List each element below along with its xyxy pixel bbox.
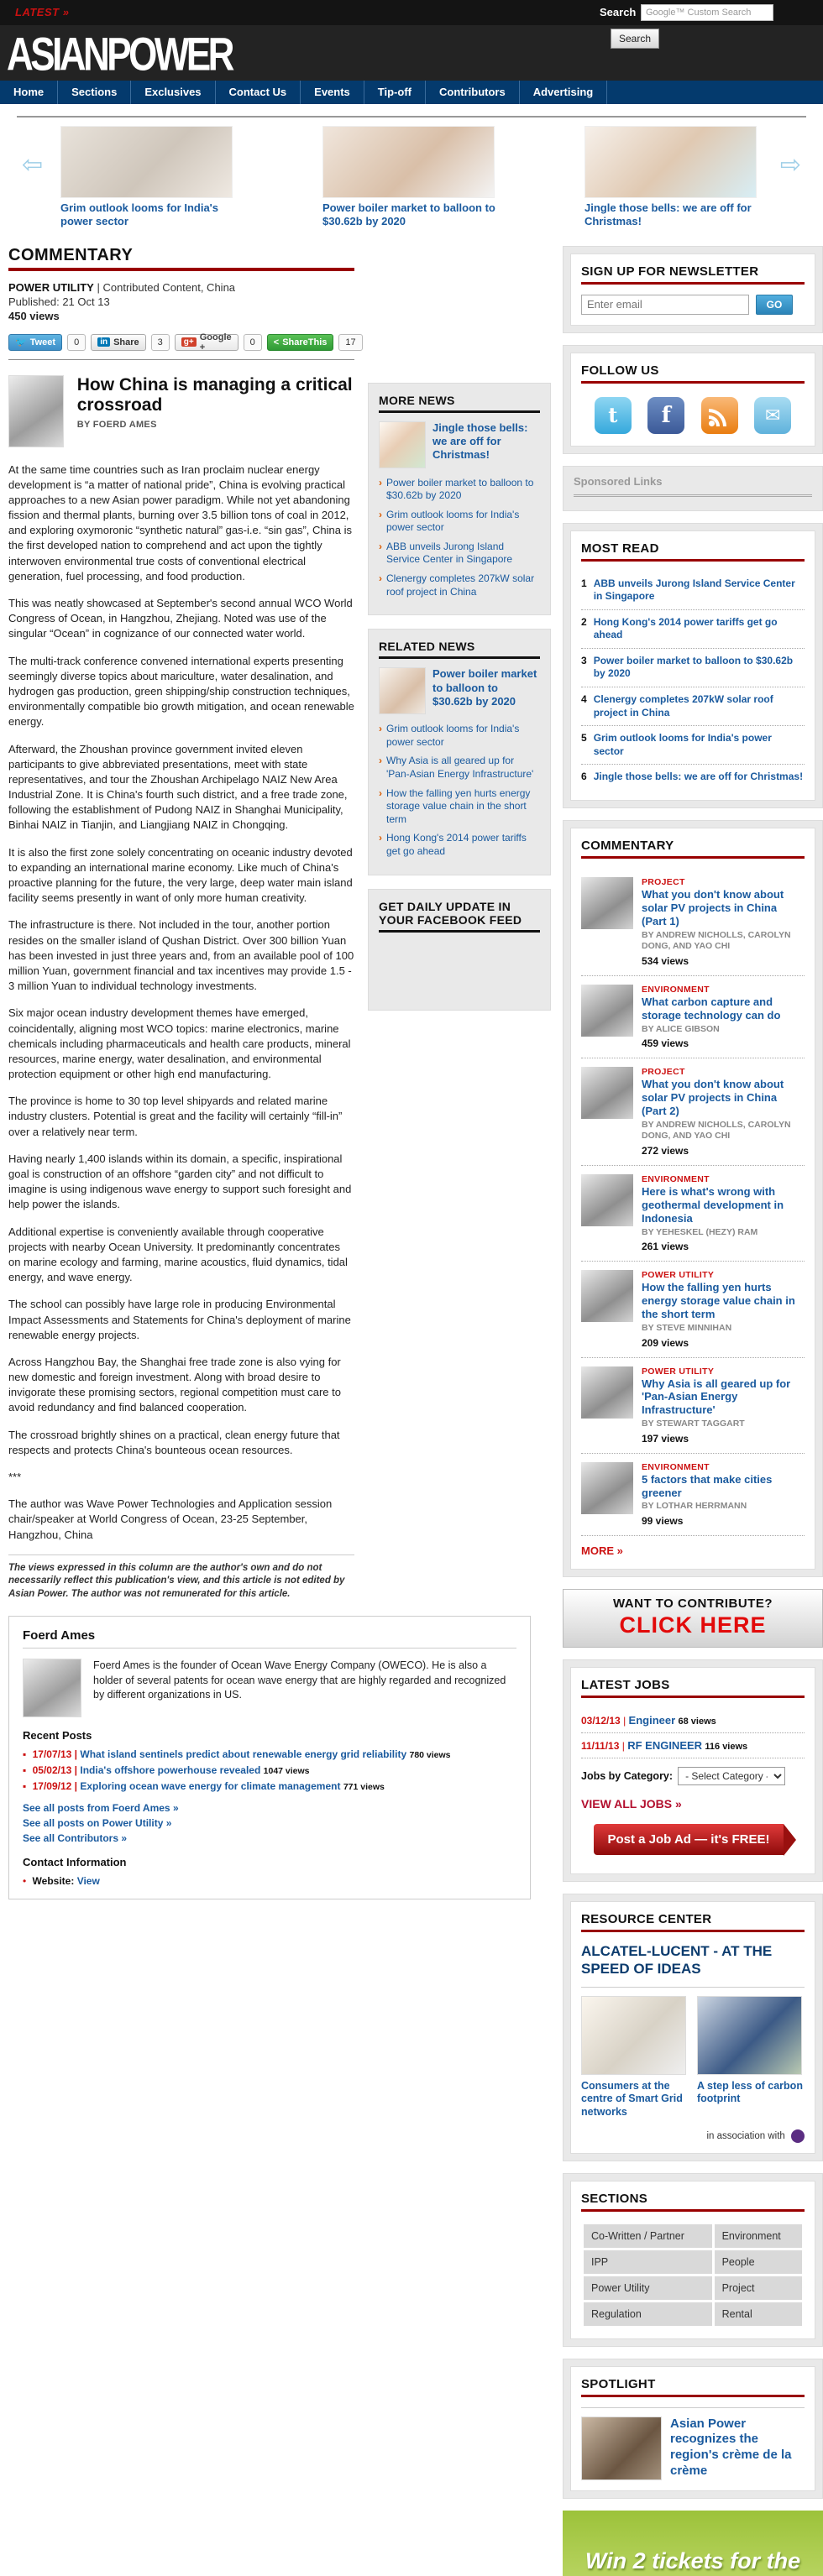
resource-center-box bbox=[563, 1894, 823, 2161]
googleplus-icon: g+ bbox=[181, 337, 197, 347]
sponsored-links-title: Sponsored Links bbox=[574, 475, 812, 497]
category-label[interactable]: ENVIRONMENT bbox=[642, 984, 710, 995]
linkedin-count: 3 bbox=[151, 334, 170, 351]
category-label[interactable]: PROJECT bbox=[642, 877, 685, 888]
featured-headline[interactable]: Power boiler market to balloon to $30.62b by 2020 bbox=[432, 667, 537, 708]
contributor-photo bbox=[581, 1462, 633, 1514]
paragraph: The author was Wave Power Technologies and Application session chair/speaker at World Congress of Ocean, 23-25 September, Hangzhou, China bbox=[8, 1497, 333, 1541]
commentary-item bbox=[581, 976, 805, 1058]
carousel-prev-icon[interactable]: ⇦ bbox=[22, 151, 44, 179]
rss-icon[interactable] bbox=[701, 397, 738, 434]
commentary-link[interactable]: 5 factors that make cities greener bbox=[642, 1472, 773, 1499]
page-title: COMMENTARY bbox=[8, 246, 354, 271]
paragraph: Afterward, the Zhoushan province government invited eleven participants to give abbreviated presentations, meet with state representatives, and tour the Zhoushan Archipelago NAIZ New Area Industrial Zone. It is China's fourth such district, and a free trade zone, following the establishment of Pudong NAIZ in Shanghai Municipality, Binhai NAIZ in Tianjin, and Liangjiang NAIZ in Chongqing. bbox=[8, 742, 348, 832]
paragraph: The school can possibly have large role in producing Environmental Impact Assessments and Statements for China's deployment of marine renewable energy projects. bbox=[8, 1298, 351, 1341]
more-news-featured[interactable] bbox=[379, 421, 540, 468]
googleplus-button[interactable] bbox=[175, 334, 239, 351]
article bbox=[8, 246, 354, 1602]
paragraph: Having nearly 1,400 islands within its domain, a specific, inspirational goal is construction of an offshore “garden city” and not difficult to imagine is using indigenous wave energy to support such foresight and help power the islands. bbox=[8, 1152, 352, 1211]
jobs-by-category-label: Jobs by Category: bbox=[581, 1770, 674, 1783]
section-link[interactable]: Rental bbox=[715, 2302, 802, 2326]
most-read-title: MOST READ bbox=[581, 541, 805, 562]
carousel-caption[interactable]: Jingle those bells: we are off for Christmas! bbox=[584, 201, 752, 228]
contributor-photo bbox=[581, 985, 633, 1037]
linkedin-label: Share bbox=[113, 337, 139, 347]
spotlight-title: SPOTLIGHT bbox=[581, 2377, 805, 2397]
carousel-caption[interactable]: Power boiler market to balloon to $30.62b by 2020 bbox=[322, 201, 495, 228]
byline: BY ANDREW NICHOLLS, CAROLYN DONG, AND YAO CHI bbox=[642, 1119, 791, 1142]
spotlight-box bbox=[563, 2359, 823, 2499]
chevron-icon: › bbox=[379, 832, 382, 844]
post-link[interactable]: What island sentinels predict about renewable energy grid reliability bbox=[80, 1748, 407, 1761]
contributor-photo bbox=[581, 1270, 633, 1322]
most-read-item[interactable]: 1 ABB unveils Jurong Island Service Center in Singapore bbox=[581, 572, 805, 610]
email-field[interactable] bbox=[581, 295, 749, 315]
site-logo[interactable]: ASIANPOWER bbox=[7, 28, 232, 81]
chevron-icon: › bbox=[379, 723, 382, 735]
commentary-item bbox=[581, 1454, 805, 1536]
resource-thumbnail bbox=[697, 1996, 802, 2075]
recent-post: ▪ 17/09/12 | Exploring ocean wave energy for climate management 771 views bbox=[23, 1780, 385, 1793]
recent-post: ▪ 05/02/13 | India's offshore powerhouse revealed 1047 views bbox=[23, 1764, 310, 1777]
nav-item-tip-off[interactable]: Tip-off bbox=[364, 81, 426, 104]
most-read-item[interactable]: 5 Grim outlook looms for India's power sector bbox=[581, 726, 805, 765]
news-thumbnail bbox=[379, 421, 426, 468]
related-news-title: RELATED NEWS bbox=[379, 640, 540, 659]
most-read-item[interactable]: 4 Clenergy completes 207kW solar roof project in China bbox=[581, 687, 805, 726]
sections-title: SECTIONS bbox=[581, 2192, 805, 2212]
nav-item-advertising[interactable]: Advertising bbox=[520, 81, 608, 104]
top-bar bbox=[0, 0, 823, 25]
search-input[interactable] bbox=[641, 4, 773, 21]
byline: BY ALICE GIBSON bbox=[642, 1023, 720, 1034]
googleplus-count: 0 bbox=[244, 334, 262, 351]
byline: BY STEVE MINNIHAN bbox=[642, 1322, 732, 1333]
newsletter-box bbox=[563, 246, 823, 333]
most-read-item[interactable]: 3 Power boiler market to balloon to $30.62b by 2020 bbox=[581, 649, 805, 687]
byline: BY ANDREW NICHOLLS, CAROLYN DONG, AND YAO CHI bbox=[642, 929, 791, 952]
twitter-icon[interactable]: t bbox=[595, 397, 632, 434]
linkedin-share-button[interactable] bbox=[91, 334, 145, 351]
chevron-icon: › bbox=[379, 755, 382, 767]
nav-item-contact-us[interactable]: Contact Us bbox=[216, 81, 301, 104]
view-count: 261 views bbox=[642, 1241, 689, 1253]
commentary-item bbox=[581, 1262, 805, 1357]
chevron-icon: › bbox=[379, 476, 382, 489]
contribute-click-here[interactable]: CLICK HERE bbox=[619, 1612, 767, 1638]
recent-posts-title: Recent Posts bbox=[23, 1729, 92, 1743]
contribute-question: WANT TO CONTRIBUTE? bbox=[612, 1596, 773, 1612]
view-count: 534 views bbox=[642, 954, 689, 967]
chevron-icon: › bbox=[379, 786, 382, 799]
email-icon[interactable]: ✉ bbox=[754, 397, 791, 434]
article-byline[interactable]: BY FOERD AMES bbox=[76, 419, 157, 430]
carousel-item[interactable] bbox=[584, 126, 763, 229]
news-link[interactable]: › Why Asia is all geared up for 'Pan-Asian Energy Infrastructure' bbox=[379, 755, 534, 781]
nav-item-sections[interactable]: Sections bbox=[58, 81, 131, 104]
chevron-icon: › bbox=[379, 540, 382, 552]
post-views: 1047 views bbox=[263, 1766, 310, 1777]
see-all-author-posts-link[interactable]: See all posts from Foerd Ames » bbox=[23, 1802, 179, 1815]
promo-banner-text: Win 2 tickets for the bbox=[584, 2547, 801, 2573]
byline: BY YEHESKEL (HEZY) RAM bbox=[642, 1226, 758, 1237]
content bbox=[0, 234, 823, 2576]
post-link[interactable]: Exploring ocean wave energy for climate management bbox=[80, 1780, 341, 1793]
related-news-featured[interactable] bbox=[379, 667, 540, 714]
contact-website: • Website: View bbox=[23, 1875, 100, 1888]
job-item: 03/12/13 | Engineer 68 views bbox=[581, 1708, 805, 1733]
search-button[interactable]: Search bbox=[611, 29, 659, 49]
paragraph: This was neatly showcased at September's second annual WCO World Congress of Ocean, in Hangzhou, Zhejiang. Noted was use of the singular “Ocean” in cognizance of our connected water world. bbox=[8, 597, 353, 640]
post-views: 780 views bbox=[409, 1750, 451, 1761]
masthead bbox=[0, 25, 823, 81]
facebook-icon[interactable]: f bbox=[647, 397, 684, 434]
paragraph: It is also the first zone solely concentrating on oceanic industry devoted to expanding an international marine economy. Like much of China's proactive planning for the future, the very large, deep water main island facility seems presently in want of only more human creativity. bbox=[8, 845, 353, 905]
tweet-label: Tweet bbox=[29, 337, 56, 347]
chevron-icon: › bbox=[379, 572, 382, 585]
commentary-link[interactable]: What carbon capture and storage technology can do bbox=[642, 995, 781, 1022]
carousel-item[interactable] bbox=[322, 126, 501, 229]
more-news-title: MORE NEWS bbox=[379, 394, 540, 413]
sharethis-icon: < bbox=[273, 337, 280, 347]
paragraph: The infrastructure is there. Not included in the tour, another portion resides on the smaller island of Qushan District. Over 300 billion Yuan has been invested in just three years and, from an available pool of 100 million Yuan, government financial and tax incentives may provide 1.5 - 3 million Yuan to individual technology investments. bbox=[8, 918, 354, 993]
featured-headline[interactable]: Jingle those bells: we are off for Christmas! bbox=[432, 421, 528, 461]
paragraph: The multi-track conference convened international experts presenting seemingly diverse topics about mariculture, water desalination, and hydrogen gas production, green shipping/ship construction techniques, environmentally compatible bio growth mitigation, and ocean renewable energy. bbox=[8, 654, 354, 729]
resource-item[interactable]: Consumers at the centre of Smart Grid networks bbox=[581, 1996, 689, 2119]
twitter-bird-icon: 🐦 bbox=[15, 337, 27, 347]
carousel-photo bbox=[584, 126, 757, 198]
article-title: How China is managing a critical crossroad bbox=[76, 374, 353, 415]
category-label[interactable]: POWER UTILITY bbox=[642, 1270, 715, 1281]
nav-item-exclusives[interactable]: Exclusives bbox=[131, 81, 215, 104]
article-category[interactable]: POWER UTILITY bbox=[8, 280, 94, 294]
resource-thumbnail bbox=[581, 1996, 686, 2075]
author-photo bbox=[23, 1659, 81, 1717]
latest-jobs-title: LATEST JOBS bbox=[581, 1678, 805, 1698]
commentary-sidebar-title: COMMENTARY bbox=[581, 839, 805, 859]
recent-post: ▪ 17/07/13 | What island sentinels predict about renewable energy grid reliability 780 views bbox=[23, 1748, 451, 1761]
nav-item-events[interactable]: Events bbox=[301, 81, 364, 104]
byline: BY LOTHAR HERRMANN bbox=[642, 1501, 747, 1512]
sharethis-button[interactable] bbox=[267, 334, 334, 351]
see-all-power-utility-link[interactable]: See all posts on Power Utility » bbox=[23, 1817, 172, 1830]
news-link[interactable]: › How the falling yen hurts energy storage value chain in the short term bbox=[379, 786, 531, 825]
nav-item-home[interactable]: Home bbox=[0, 81, 58, 104]
more-news-box bbox=[368, 383, 551, 616]
paragraph: Six major ocean industry development themes have emerged, coincidentally, aligning most WCO topics: marine electronics, marine chemicals including pharmaceuticals and health care products, mineral resources, marine energy, water desalination, and environmental protection equipment or other high end manufacturing. bbox=[8, 1006, 351, 1081]
resource-center-title: RESOURCE CENTER bbox=[581, 1912, 805, 1932]
commentary-link[interactable]: Here is what's wrong with geothermal development in Indonesia bbox=[642, 1185, 784, 1225]
facebook-feed-box bbox=[368, 889, 551, 1011]
tweet-count: 0 bbox=[67, 334, 86, 351]
news-link[interactable]: › Power boiler market to balloon to $30.62b by 2020 bbox=[379, 476, 534, 502]
job-category-select[interactable] bbox=[678, 1767, 785, 1785]
resource-item[interactable]: A step less of carbon footprint bbox=[697, 1996, 805, 2119]
paragraph: Additional expertise is conveniently available through cooperative projects with nearby Ocean University. It predominantly concentrates on marine ecology and farming, marine acoustics, fluid dynamics, tidal energy, and wave energy. bbox=[8, 1225, 348, 1284]
contact-info-title: Contact Information bbox=[23, 1856, 127, 1869]
author-photo bbox=[8, 375, 64, 447]
rss-dot bbox=[709, 421, 715, 426]
meta-separator: | bbox=[97, 280, 100, 294]
section-link[interactable]: People bbox=[715, 2250, 802, 2274]
more-commentary-link[interactable]: MORE » bbox=[581, 1544, 623, 1558]
latest-jobs-box bbox=[563, 1659, 823, 1882]
contributor-photo bbox=[581, 1174, 633, 1226]
commentary-link[interactable]: What you don't know about solar PV projects in China (Part 1) bbox=[642, 888, 784, 927]
view-count: 209 views bbox=[642, 1336, 689, 1349]
follow-us-box bbox=[563, 345, 823, 454]
section-link[interactable]: Co-Written / Partner bbox=[584, 2224, 712, 2248]
contributor-photo bbox=[581, 1366, 633, 1419]
category-label[interactable]: PROJECT bbox=[642, 1067, 685, 1078]
section-link[interactable]: Project bbox=[715, 2276, 802, 2300]
most-read-item[interactable]: 6 Jingle those bells: we are off for Christmas! bbox=[581, 771, 804, 783]
view-count: 450 views bbox=[8, 309, 60, 322]
chevron-icon: › bbox=[379, 508, 382, 520]
commentary-link[interactable]: Why Asia is all geared up for 'Pan-Asian Energy Infrastructure' bbox=[642, 1377, 791, 1417]
carousel-photo bbox=[60, 126, 233, 198]
paragraph: At the same time countries such as Iran proclaim nuclear energy development is “a matter of national pride”, China is evolving practical approaches to a new Asian power paradigm. While not yet abandoning fission and thermal plants, burning over 3.5 billion tons of coal in 2012, and exploring oxymoronic “synthetic natural” gas-i.e. “sin gas”, China is the first developed nation to comprehend and act upon the tightly interwoven environmental true costs of conventional electrical generation, fuel processing, and food production. bbox=[8, 462, 352, 583]
middle-column bbox=[368, 383, 551, 1602]
post-job-ad-button[interactable]: Post a Job Ad — it's FREE! bbox=[594, 1824, 783, 1855]
news-link[interactable]: › Grim outlook looms for India's power sector bbox=[379, 723, 520, 748]
bullet-icon: ▪ bbox=[23, 1780, 27, 1793]
carousel-photo bbox=[322, 126, 495, 198]
view-count: 459 views bbox=[642, 1037, 689, 1050]
job-item: 11/11/13 | RF ENGINEER 116 views bbox=[581, 1733, 805, 1758]
contributor-photo bbox=[581, 877, 633, 929]
main-column bbox=[8, 246, 551, 2576]
share-bar bbox=[8, 334, 354, 360]
news-link[interactable]: › Grim outlook looms for India's power sector bbox=[379, 508, 520, 534]
newsletter-title: SIGN UP FOR NEWSLETTER bbox=[581, 264, 805, 285]
contribute-banner[interactable] bbox=[563, 1589, 823, 1648]
commentary-link[interactable]: What you don't know about solar PV projects in China (Part 2) bbox=[642, 1078, 784, 1117]
news-link[interactable]: › ABB unveils Jurong Island Service Center in Singapore bbox=[379, 540, 513, 566]
association-label: in association with bbox=[706, 2130, 785, 2141]
commentary-item bbox=[581, 1166, 805, 1262]
news-thumbnail bbox=[379, 667, 426, 714]
sidebar bbox=[563, 246, 823, 2576]
view-count: 197 views bbox=[642, 1432, 689, 1445]
contributor-photo bbox=[581, 1067, 633, 1119]
disclaimer: The views expressed in this column are the author's own and do not necessarily reflect this publication's view, and this article is not edited by Asian Power. The author was not remunerated for this article. bbox=[8, 1554, 354, 1602]
linkedin-icon: in bbox=[97, 337, 110, 347]
carousel-caption[interactable]: Grim outlook looms for India's power sector bbox=[60, 201, 218, 228]
search-label: Search bbox=[600, 6, 637, 18]
googleplus-label: Google + bbox=[199, 332, 232, 353]
view-count: 272 views bbox=[642, 1145, 689, 1157]
latest-link[interactable]: LATEST » bbox=[15, 6, 70, 18]
commentary-item bbox=[581, 1058, 805, 1166]
article-source: Contributed Content, China bbox=[102, 280, 236, 294]
most-read-item[interactable]: 2 Hong Kong's 2014 power tariffs get go ahead bbox=[581, 610, 805, 649]
post-views: 771 views bbox=[343, 1782, 385, 1793]
byline: BY STEWART TAGGART bbox=[642, 1419, 745, 1429]
paragraph: The province is home to 30 top level shipyards and related marine industry clusters. Potential is great and the facility will certainly “fill-in” over a relatively near term. bbox=[8, 1095, 343, 1138]
author-bio: Foerd Ames is the founder of Ocean Wave Energy Company (OWECO). He is also a holder of several patents for ocean wave energy that are highly regarded and recognized by different organizations in US. bbox=[93, 1659, 506, 1701]
sharethis-label: ShareThis bbox=[282, 337, 328, 347]
section-link[interactable]: Regulation bbox=[584, 2302, 712, 2326]
newsletter-go-button[interactable]: GO bbox=[756, 295, 793, 315]
section-link[interactable]: IPP bbox=[584, 2250, 712, 2274]
main-nav bbox=[0, 81, 823, 104]
published-date: Published: 21 Oct 13 bbox=[8, 295, 110, 308]
resource-heading[interactable]: ALCATEL-LUCENT - AT THE SPEED OF IDEAS bbox=[581, 1943, 773, 1978]
post-link[interactable]: India's offshore powerhouse revealed bbox=[80, 1764, 261, 1777]
see-all-contributors-link[interactable]: See all Contributors » bbox=[23, 1832, 128, 1845]
category-label[interactable]: POWER UTILITY bbox=[642, 1366, 715, 1377]
category-label[interactable]: ENVIRONMENT bbox=[642, 1461, 710, 1472]
website-view-link[interactable]: View bbox=[76, 1875, 100, 1888]
paragraph: *** bbox=[8, 1471, 22, 1483]
sharethis-count: 17 bbox=[338, 334, 362, 351]
news-link[interactable]: › Clenergy completes 207kW solar roof project in China bbox=[379, 572, 535, 598]
author-name: Foerd Ames bbox=[23, 1628, 516, 1649]
job-views: 116 views bbox=[705, 1742, 748, 1753]
spotlight-photo bbox=[581, 2417, 662, 2480]
facebook-feed-title: GET DAILY UPDATE IN YOUR FACEBOOK FEED bbox=[379, 900, 540, 933]
facebook-widget[interactable] bbox=[379, 941, 540, 1000]
view-all-jobs-link[interactable]: VIEW ALL JOBS » bbox=[581, 1797, 682, 1811]
spotlight-headline[interactable]: Asian Power recognizes the region's crème de la crème bbox=[670, 2416, 792, 2478]
tweet-button[interactable] bbox=[8, 334, 62, 351]
paragraph: The crossroad brightly shines on a practical, clean energy future that respects and protects China's bounteous ocean resources. bbox=[8, 1428, 340, 1456]
news-link[interactable]: › Hong Kong's 2014 power tariffs get go ahead bbox=[379, 832, 527, 857]
headline-carousel bbox=[17, 116, 806, 234]
job-link[interactable]: Engineer bbox=[628, 1714, 676, 1727]
nav-item-contributors[interactable]: Contributors bbox=[426, 81, 520, 104]
alcatel-lucent-logo-icon bbox=[791, 2129, 805, 2143]
job-views: 68 views bbox=[678, 1716, 716, 1727]
carousel-item[interactable] bbox=[60, 126, 239, 229]
sponsored-links-box bbox=[563, 466, 823, 511]
carousel-next-icon[interactable]: ⇨ bbox=[779, 151, 801, 179]
author-bio-box bbox=[8, 1616, 531, 1899]
related-news-box bbox=[368, 629, 551, 875]
section-link[interactable]: Power Utility bbox=[584, 2276, 712, 2300]
commentary-item bbox=[581, 869, 805, 976]
promo-banner[interactable] bbox=[563, 2511, 823, 2576]
sections-box bbox=[563, 2173, 823, 2347]
paragraph: Across Hangzhou Bay, the Shanghai free trade zone is also vying for new domestic and foreign investment. Along with broad desire to invigorate these promising sectors, regional competition must care to avoid redundancy and find balanced cooperation. bbox=[8, 1355, 341, 1414]
commentary-sidebar-box bbox=[563, 820, 823, 1577]
bullet-icon: ▪ bbox=[23, 1764, 27, 1777]
most-read-box bbox=[563, 523, 823, 809]
commentary-item bbox=[581, 1358, 805, 1454]
category-label[interactable]: ENVIRONMENT bbox=[642, 1174, 710, 1185]
view-count: 99 views bbox=[642, 1515, 684, 1528]
article-meta bbox=[8, 281, 354, 294]
commentary-link[interactable]: How the falling yen hurts energy storage value chain in the short term bbox=[642, 1281, 795, 1321]
job-link[interactable]: RF ENGINEER bbox=[627, 1739, 703, 1753]
bullet-icon: • bbox=[23, 1875, 27, 1888]
section-link[interactable]: Environment bbox=[715, 2224, 802, 2248]
follow-us-title: FOLLOW US bbox=[581, 363, 805, 384]
bullet-icon: ▪ bbox=[23, 1748, 27, 1761]
article-body bbox=[8, 462, 354, 1602]
